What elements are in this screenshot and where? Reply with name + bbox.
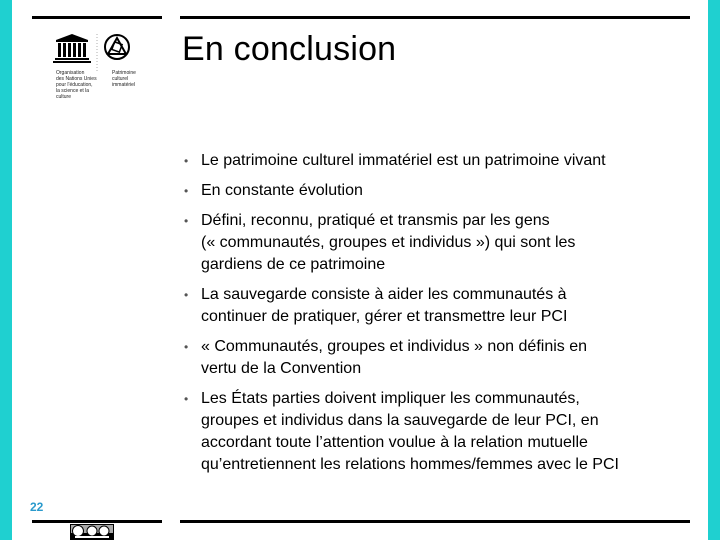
bottom-rule-right — [180, 520, 690, 523]
page-number: 22 — [30, 500, 44, 514]
bullet-dot-icon: • — [184, 154, 189, 168]
ich-logo-text — [112, 70, 142, 88]
bullet-item — [184, 180, 694, 202]
bullet-line: Les États parties doivent impliquer les communautés, — [201, 390, 580, 407]
bullet-item — [184, 284, 694, 328]
unesco-logo — [42, 32, 142, 100]
bullet-line: Défini, reconnu, pratiqué et transmis par les gens — [201, 212, 550, 229]
bullet-dot-icon: • — [184, 392, 189, 406]
bullet-line: (« communautés, groupes et individus ») qui sont les — [201, 234, 576, 251]
bullet-item — [184, 210, 694, 276]
bullet-line: vertu de la Convention — [201, 360, 362, 377]
logo-text-line: culturel — [112, 76, 129, 82]
bullet-dot-icon: • — [184, 184, 189, 198]
top-rule-right — [180, 16, 690, 19]
bullet-line: « Communautés, groupes et individus » non définis en — [201, 338, 588, 355]
top-rule-left — [32, 16, 162, 19]
bullet-line: La sauvegarde consiste à aider les communautés à — [201, 286, 567, 303]
bullet-line: En constante évolution — [201, 182, 363, 199]
logo-text-line: immatériel — [112, 82, 136, 88]
slide-title: En conclusion — [182, 30, 397, 68]
logo-text-line: Organisation — [56, 70, 85, 76]
logo-text-line: la science et la culture — [56, 88, 90, 100]
creative-commons-icon — [70, 524, 114, 540]
unesco-temple-icon — [42, 32, 142, 72]
bullet-dot-icon: • — [184, 288, 189, 302]
bullet-dot-icon: • — [184, 214, 189, 228]
bullet-item — [184, 388, 694, 476]
logo-text-line: des Nations Unies — [56, 76, 97, 82]
bullet-line: gardiens de ce patrimoine — [201, 256, 386, 273]
bullet-line: groupes et individus dans la sauvegarde de leur PCI, en — [201, 412, 599, 429]
logo-text-line: pour l'éducation, — [56, 82, 93, 88]
bullet-line: qu’entretiennent les relations hommes/femmes avec le PCI — [201, 456, 619, 473]
unesco-logo-text — [56, 70, 100, 100]
bottom-rule-left — [32, 520, 162, 523]
bullet-line: Le patrimoine culturel immatériel est un patrimoine vivant — [201, 152, 606, 169]
bullet-item — [184, 150, 694, 172]
bullet-item — [184, 336, 694, 380]
bullet-line: accordant toute l’attention voulue à la relation mutuelle — [201, 434, 588, 451]
logo-text-line: Patrimoine — [112, 70, 136, 76]
bullet-line: continuer de pratiquer, gérer et transmettre leur PCI — [201, 308, 568, 325]
bullet-list — [184, 150, 694, 484]
bullet-dot-icon: • — [184, 340, 189, 354]
slide — [12, 0, 708, 540]
